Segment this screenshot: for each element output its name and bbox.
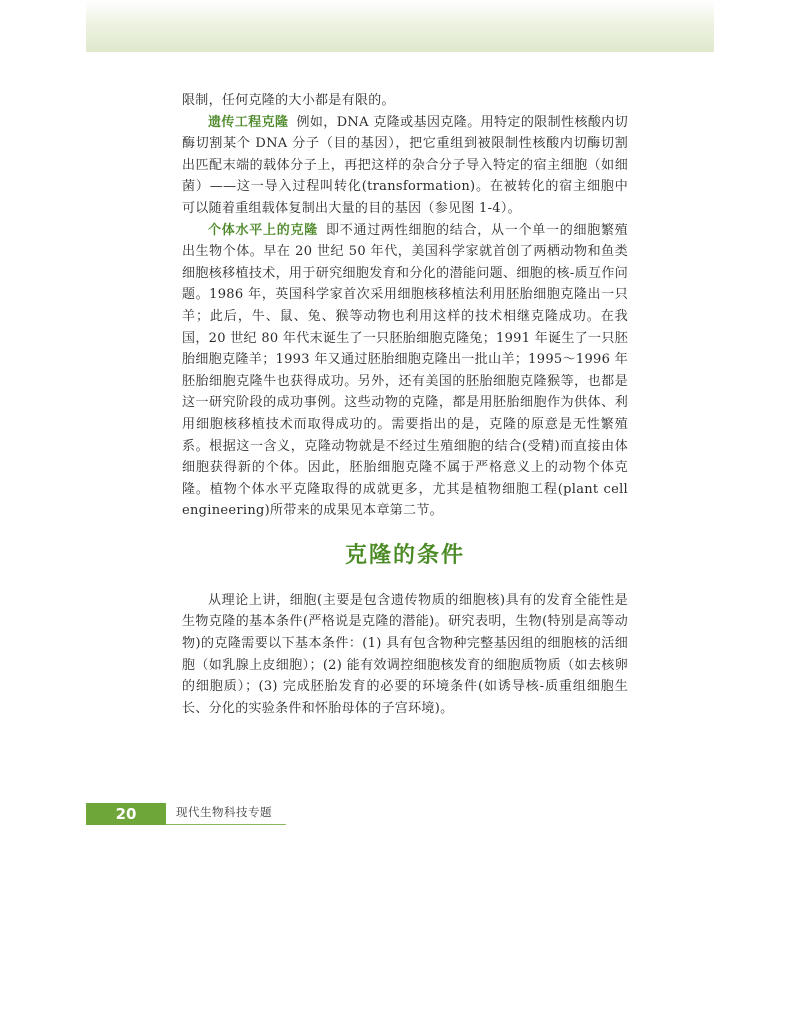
- header-decoration-band: [86, 0, 714, 52]
- paragraph-individual-level-cloning: [182, 220, 628, 522]
- term-individual-level-cloning: 个体水平上的克隆: [208, 222, 318, 238]
- page-number: 20: [115, 805, 137, 823]
- term-genetic-engineering-cloning: 遗传工程克隆: [208, 114, 289, 130]
- footer-divider: [166, 824, 286, 825]
- book-title: 现代生物科技专题: [176, 805, 272, 819]
- section-paragraph: 从理论上讲，细胞(主要是包含遗传物质的细胞核)具有的发育全能性是生物克隆的基本条件(严格说是克隆的潜能)。研究表明，生物(特别是高等动物)的克隆需要以下基本条件：(1) 具有包含物种完整基因组的细胞核的活细胞（如乳腺上皮细胞）；(2) 能有效调控细胞核发育的细胞质物质（如去核卵的细胞质）；(3) 完成胚胎发育的必要的环境条件(如诱导核-质重组细胞生长、分化的实验条件和怀胎母体的子宫环境)。: [182, 592, 628, 716]
- page-body: [182, 90, 628, 719]
- paragraph-continued: 限制，任何克隆的大小都是有限的。: [182, 93, 395, 108]
- paragraph-text: 即不通过两性细胞的结合，从一个单一的细胞繁殖出生物个体。早在 20 世纪 50 年代，美国科学家就首创了两栖动物和鱼类细胞核移植技术，用于研究细胞发育和分化的潜能问题、细胞的核-质互作问题。1986 年，英国科学家首次采用细胞核移植法利用胚胎细胞克隆出一只羊；此后，牛、鼠、兔、猴等动物也利用这样的技术相继克隆成功。在我国，20 世纪 80 年代末诞生了一只胚胎细胞克隆兔；1991 年诞生了一只胚胎细胞克隆羊；1993 年又通过胚胎细胞克隆出一批山羊；1995～1996 年胚胎细胞克隆牛也获得成功。另外，还有美国的胚胎细胞克隆猴等，也都是这一研究阶段的成功事例。这些动物的克隆，都是用胚胎细胞作为供体、利用细胞核移植技术而取得成功的。需要指出的是，克隆的原意是无性繁殖系。根据这一含义，克隆动物就是不经过生殖细胞的结合(受精)而直接由体细胞获得新的个体。因此，胚胎细胞克隆不属于严格意义上的动物个体克隆。植物个体水平克隆取得的成就更多，尤其是植物细胞工程(plant cell engineering)所带来的成果见本章第二节。: [182, 222, 628, 519]
- paragraph-genetic-engineering-cloning: [182, 112, 628, 220]
- paragraph-text: 例如，DNA 克隆或基因克隆。用特定的限制性核酸内切酶切割某个 DNA 分子（目的基因），把它重组到被限制性核酸内切酶切割出匹配末端的载体分子上，再把这样的杂合分子导入特定的宿主细胞（如细菌）——这一导入过程叫转化(transformation)。在被转化的宿主细胞中可以随着重组载体复制出大量的目的基因（参见图 1-4）。: [182, 114, 628, 216]
- section-title: 克隆的条件: [344, 541, 465, 568]
